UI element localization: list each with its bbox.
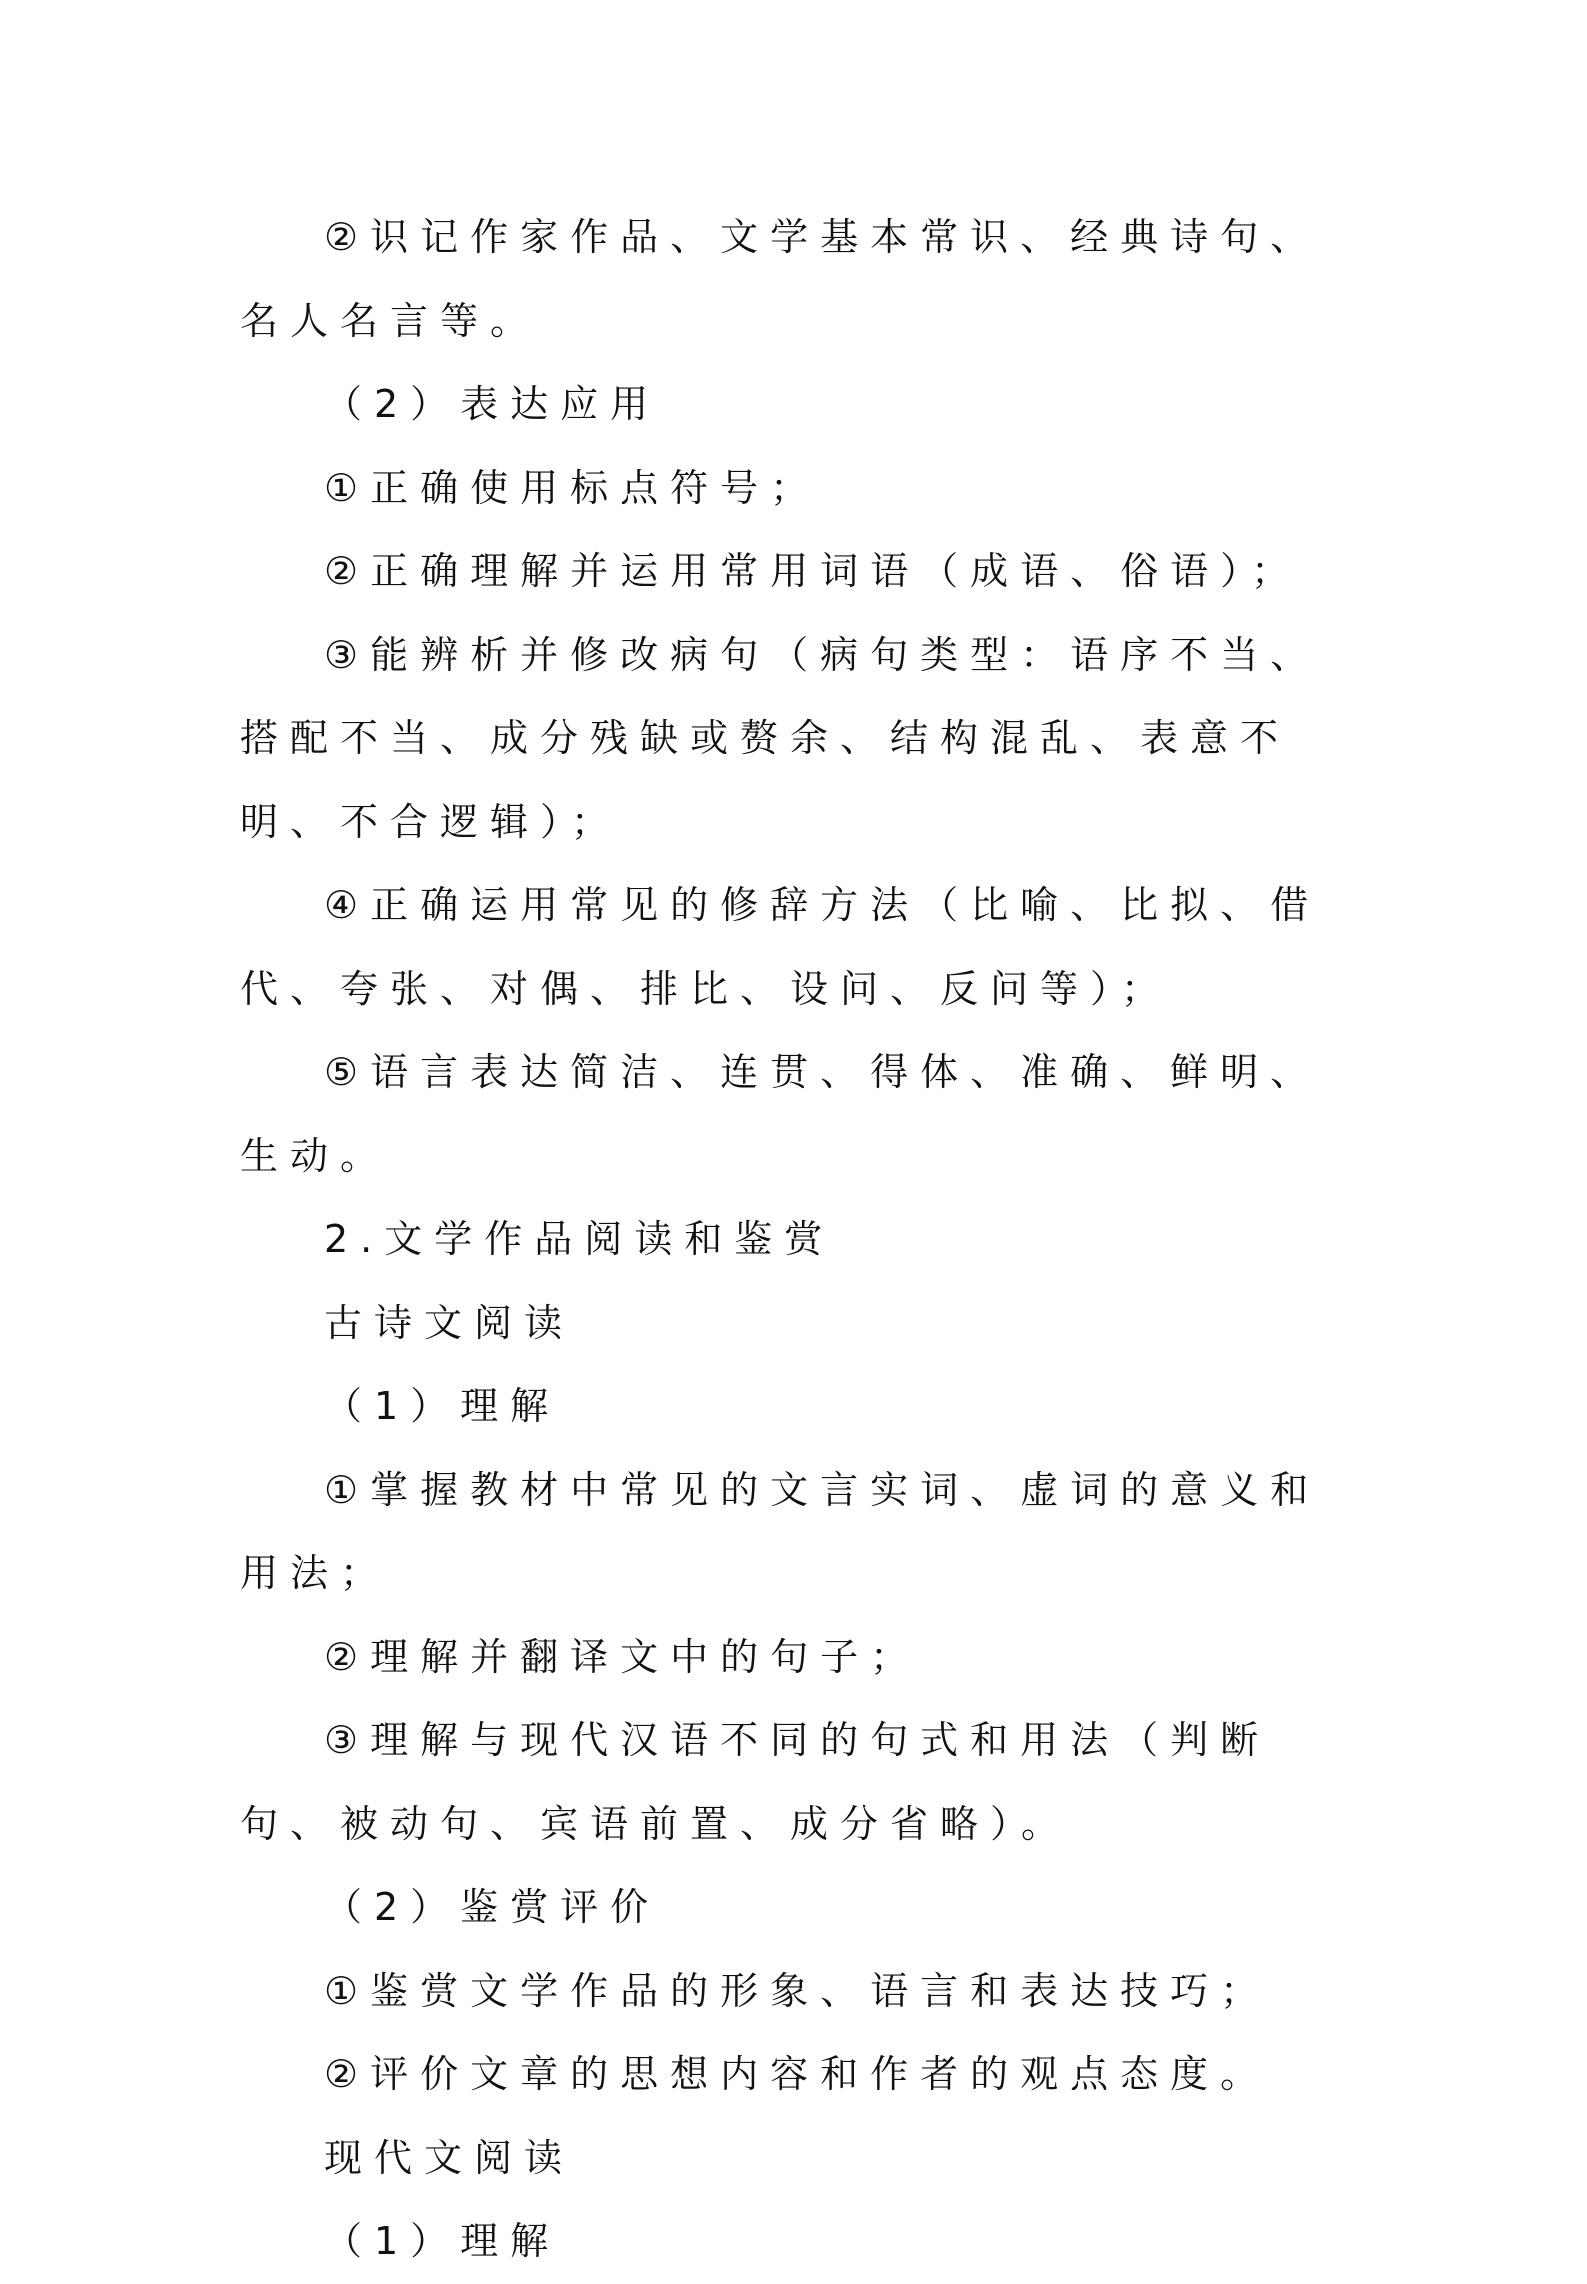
section-heading: 2.文学作品阅读和鉴赏 <box>324 1217 835 1261</box>
list-item: ②评价文章的思想内容和作者的观点态度。 <box>324 2052 1271 2096</box>
list-item: ③能辨析并修改病句（病句类型：语序不当、搭配不当、成分残缺或赘余、结构混乱、表意不明、不合逻辑）； <box>240 632 1321 844</box>
section-heading: （2）鉴赏评价 <box>324 1885 661 1929</box>
document-body <box>240 196 1355 2284</box>
list-item: ①鉴赏文学作品的形象、语言和表达技巧； <box>324 1968 1271 2013</box>
subsection-heading: 现代文阅读 <box>324 2135 575 2180</box>
list-item: ①正确使用标点符号； <box>324 465 821 510</box>
section-heading: （1）理解 <box>324 2219 561 2263</box>
list-item: ③理解与现代汉语不同的句式和用法（判断句、被动句、宾语前置、成分省略）。 <box>240 1718 1271 1846</box>
paragraph: ②识记作家作品、文学基本常识、经典诗句、名人名言等。 <box>240 215 1321 343</box>
list-item: ②正确理解并运用常用词语（成语、俗语）； <box>324 549 1302 593</box>
list-item: ⑤语言表达简洁、连贯、得体、准确、鲜明、生动。 <box>240 1050 1321 1178</box>
section-heading: （2）表达应用 <box>324 382 661 426</box>
list-item: ②理解并翻译文中的句子； <box>324 1634 921 1679</box>
list-item: ①掌握教材中常见的文言实词、虚词的意义和用法； <box>240 1467 1321 1595</box>
section-heading: （1）理解 <box>324 1384 561 1428</box>
list-item: ④正确运用常见的修辞方法（比喻、比拟、借代、夸张、对偶、排比、设问、反问等）； <box>240 883 1321 1011</box>
subsection-heading: 古诗文阅读 <box>324 1300 575 1345</box>
